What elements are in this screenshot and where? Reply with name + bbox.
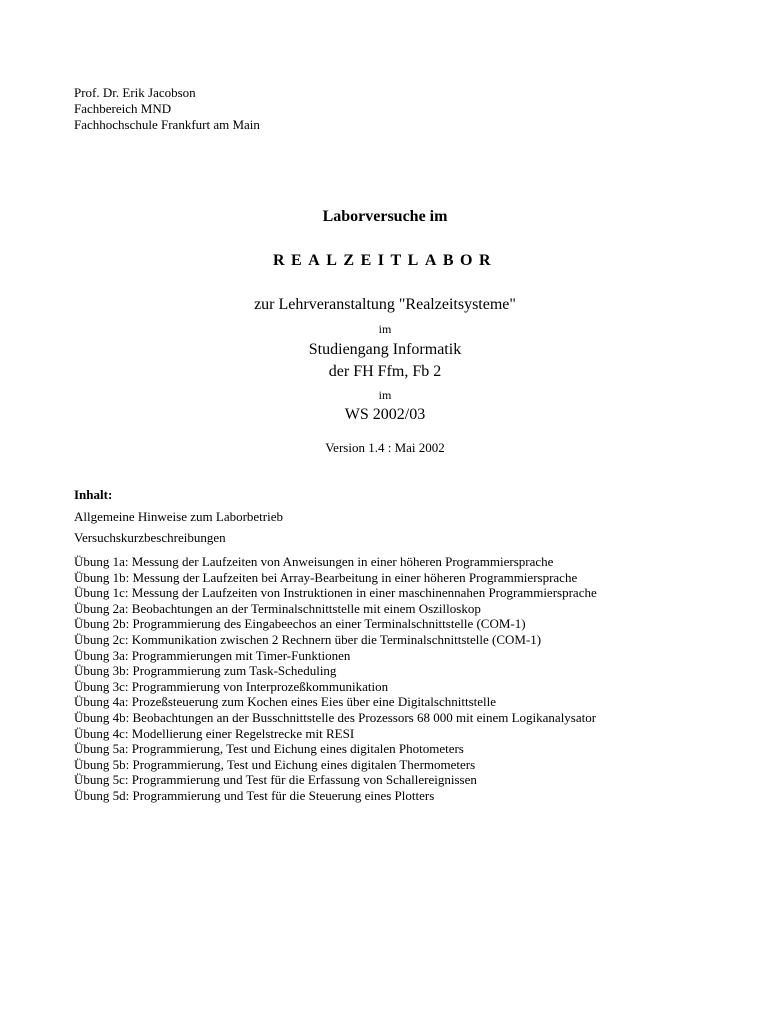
exercise-item: Übung 1b: Messung der Laufzeiten bei Array-Bearbeitung in einer höheren Programmiersprache — [74, 569, 578, 585]
exercise-item: Übung 4a: Prozeßsteuerung zum Kochen eines Eies über eine Digitalschnittstelle — [74, 694, 497, 710]
program-line: Studiengang Informatik — [308, 341, 462, 358]
author-department: Fachbereich MND — [74, 101, 172, 116]
exercise-item: Übung 5d: Programmierung und Test für die Steuerung eines Plotters — [74, 787, 435, 803]
contents-general-item: Allgemeine Hinweise zum Laborbetrieb — [74, 509, 284, 524]
contents-general — [74, 509, 754, 546]
exercise-item: Übung 1c: Messung der Laufzeiten von Instruktionen in einer maschinennahen Programmiersprache — [74, 585, 597, 601]
exercise-item: Übung 2b: Programmierung des Eingabeechos an einer Terminalschnittstelle (COM-1) — [74, 616, 526, 632]
im-connector-2: im — [378, 388, 392, 402]
im-connector-1: im — [378, 322, 392, 336]
exercise-item: Übung 2a: Beobachtungen an der Terminalschnittstelle mit einem Oszilloskop — [74, 600, 481, 616]
exercise-item: Übung 5a: Programmierung, Test und Eichung eines digitalen Photometers — [74, 741, 464, 757]
table-of-contents — [74, 487, 754, 804]
semester-line: WS 2002/03 — [344, 406, 426, 423]
author-name: Prof. Dr. Erik Jacobson — [74, 85, 196, 100]
author-block — [74, 85, 260, 133]
exercise-item: Übung 4b: Beobachtungen an der Busschnittstelle des Prozessors 68 000 mit einem Logikanalysator — [74, 709, 597, 725]
version-line: Version 1.4 : Mai 2002 — [325, 440, 445, 455]
document-title: Laborversuche im — [322, 208, 448, 225]
contents-heading: Inhalt: — [74, 487, 113, 502]
faculty-line: der FH Ffm, Fb 2 — [328, 363, 442, 380]
lab-name: REALZEITLABOR — [272, 252, 498, 269]
contents-general-item: Versuchskurzbeschreibungen — [74, 530, 226, 545]
exercise-item: Übung 2c: Kommunikation zwischen 2 Rechnern über die Terminalschnittstelle (COM-1) — [74, 631, 542, 647]
exercise-item: Übung 5b: Programmierung, Test und Eichung eines digitalen Thermometers — [74, 756, 476, 772]
exercise-item: Übung 3b: Programmierung zum Task-Scheduling — [74, 663, 337, 679]
exercise-list — [74, 554, 754, 804]
exercise-item: Übung 4c: Modellierung einer Regelstrecke mit RESI — [74, 725, 355, 741]
exercise-item: Übung 3a: Programmierungen mit Timer-Funktionen — [74, 647, 351, 663]
exercise-item: Übung 3c: Programmierung von Interprozeßkommunikation — [74, 678, 389, 694]
course-line: zur Lehrveranstaltung "Realzeitsysteme" — [254, 296, 516, 313]
exercise-item: Übung 5c: Programmierung und Test für die Erfassung von Schallereignissen — [74, 772, 477, 788]
author-institution: Fachhochschule Frankfurt am Main — [74, 117, 260, 132]
exercise-item: Übung 1a: Messung der Laufzeiten von Anweisungen in einer höheren Programmiersprache — [74, 554, 554, 569]
